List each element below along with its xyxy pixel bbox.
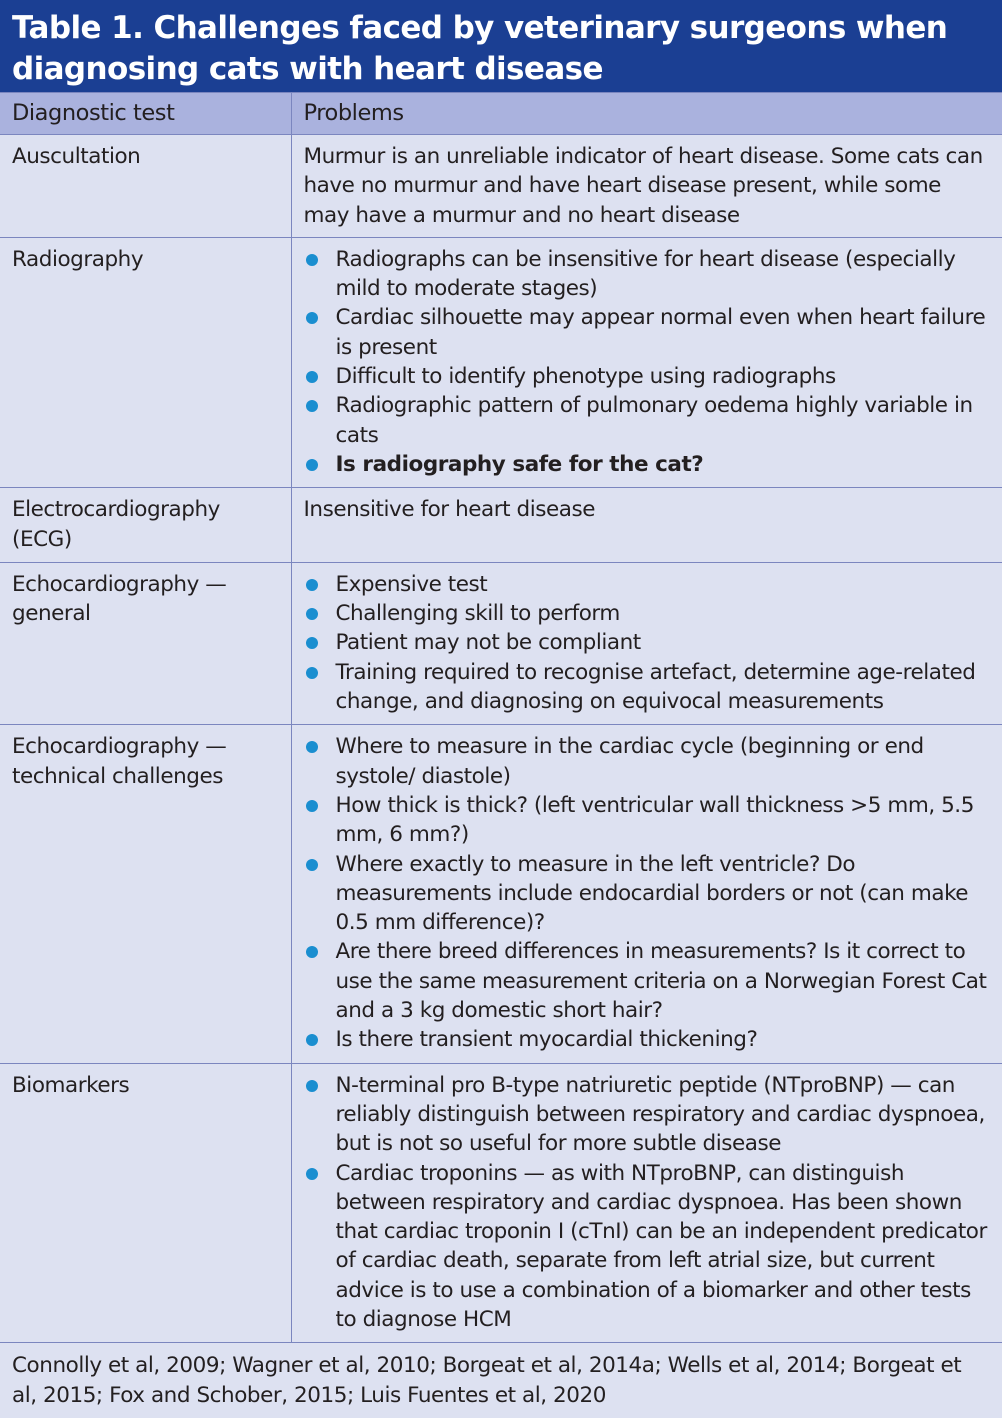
test-name-cell: Echocardiography — general <box>0 562 291 724</box>
test-name-cell: Auscultation <box>0 135 291 238</box>
list-item: How thick is thick? (left ventricular wall thickness >5 mm, 5.5 mm, 6 mm?) <box>304 791 991 850</box>
list-item: Expensive test <box>304 570 991 599</box>
bullet-dot-icon <box>306 859 318 871</box>
list-item: Are there breed differences in measurements? Is it correct to use the same measurement criteria on a Norwegian Forest Cat and a 3 kg domestic short hair? <box>304 937 991 1025</box>
references: Connolly et al, 2009; Wagner et al, 2010; Borgeat et al, 2014a; Wells et al, 2014; Borgeat et al, 2015; Fox and Schober, 2015; Luis Fuentes et al, 2020 <box>0 1343 1002 1418</box>
problem-list <box>304 732 991 1054</box>
table-row <box>0 725 1002 1063</box>
problems-cell: Insensitive for heart disease <box>291 488 1002 563</box>
list-item: Challenging skill to perform <box>304 599 991 628</box>
bullet-dot-icon <box>306 741 318 753</box>
list-item: Where to measure in the cardiac cycle (beginning or end systole/ diastole) <box>304 732 991 791</box>
problem-list <box>304 245 991 479</box>
list-item: N-terminal pro B-type natriuretic peptide (NTproBNP) — can reliably distinguish between respiratory and cardiac dyspnoea, but is not so useful for more subtle disease <box>304 1071 991 1159</box>
bullet-dot-icon <box>306 1080 318 1092</box>
title-bar <box>0 0 1002 92</box>
problems-cell <box>291 725 1002 1063</box>
list-item: Is there transient myocardial thickening? <box>304 1025 991 1054</box>
references-row <box>0 1343 1002 1418</box>
header-diagnostic-test: Diagnostic test <box>0 93 291 135</box>
problem-list <box>304 1071 991 1335</box>
test-name-cell: Radiography <box>0 237 291 487</box>
table-row <box>0 237 1002 487</box>
list-item: Patient may not be compliant <box>304 628 991 657</box>
list-item: Training required to recognise artefact, determine age-related change, and diagnosing on equivocal measurements <box>304 658 991 717</box>
bullet-dot-icon <box>306 254 318 266</box>
list-item: Radiographs can be insensitive for heart disease (especially mild to moderate stages) <box>304 245 991 304</box>
bullet-dot-icon <box>306 459 318 471</box>
table-title: Table 1. Challenges faced by veterinary surgeons when diagnosing cats with heart disease <box>12 10 948 87</box>
problem-list <box>304 570 991 716</box>
table-row <box>0 135 1002 238</box>
table-row <box>0 562 1002 724</box>
test-name-cell: Biomarkers <box>0 1063 291 1343</box>
bullet-dot-icon <box>306 579 318 591</box>
bullet-dot-icon <box>306 667 318 679</box>
test-name-cell: Electrocardiography (ECG) <box>0 488 291 563</box>
list-item: Cardiac silhouette may appear normal even when heart failure is present <box>304 303 991 362</box>
bullet-dot-icon <box>306 1034 318 1046</box>
bullet-dot-icon <box>306 946 318 958</box>
list-item: Cardiac troponins — as with NTproBNP, can distinguish between respiratory and cardiac dyspnoea. Has been shown that cardiac troponin I (cTnI) can be an independent predicator of cardiac death, separate from left atrial size, but current advice is to use a combination of a biomarker and other tests to diagnose HCM <box>304 1159 991 1335</box>
bullet-dot-icon <box>306 608 318 620</box>
table-row <box>0 488 1002 563</box>
test-name-cell: Echocardiography — technical challenges <box>0 725 291 1063</box>
list-item: Radiographic pattern of pulmonary oedema highly variable in cats <box>304 391 991 450</box>
bullet-dot-icon <box>306 312 318 324</box>
bullet-dot-icon <box>306 637 318 649</box>
problems-cell <box>291 237 1002 487</box>
bullet-dot-icon <box>306 1168 318 1180</box>
problems-cell <box>291 1063 1002 1343</box>
bullet-dot-icon <box>306 800 318 812</box>
list-item: Difficult to identify phenotype using radiographs <box>304 362 991 391</box>
header-row <box>0 93 1002 135</box>
bullet-dot-icon <box>306 371 318 383</box>
table-row <box>0 1063 1002 1343</box>
list-item: Is radiography safe for the cat? <box>304 450 991 479</box>
problems-cell: Murmur is an unreliable indicator of heart disease. Some cats can have no murmur and have heart disease present, while some may have a murmur and no heart disease <box>291 135 1002 238</box>
list-item: Where exactly to measure in the left ventricle? Do measurements include endocardial borders or not (can make 0.5 mm difference)? <box>304 850 991 938</box>
challenges-table <box>0 92 1002 1418</box>
header-problems: Problems <box>291 93 1002 135</box>
bullet-dot-icon <box>306 400 318 412</box>
problems-cell <box>291 562 1002 724</box>
